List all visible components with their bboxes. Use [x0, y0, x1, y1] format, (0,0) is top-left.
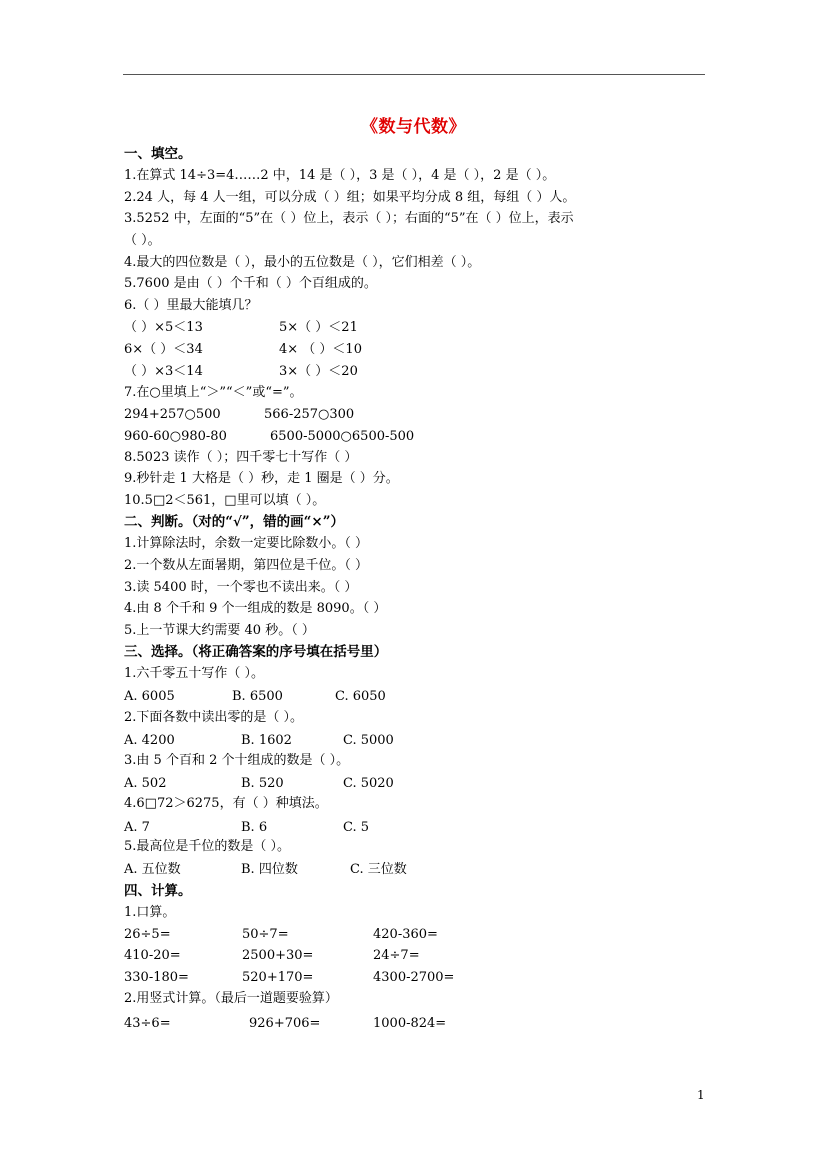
- s1-question-3-cont: （ ）。: [124, 233, 161, 248]
- s3-q3-option-a: A. 502: [124, 776, 167, 791]
- q6-row1-col1: （ ）×5＜13: [124, 320, 203, 335]
- s3-question-5: 5.最高位是千位的数是（ ）。: [124, 839, 291, 854]
- s3-q5-option-b: B. 四位数: [241, 862, 298, 877]
- calc-r2-c2: 2500+30=: [242, 948, 314, 963]
- s3-q1-option-a: A. 6005: [124, 689, 175, 704]
- s3-q2-option-b: B. 1602: [241, 733, 292, 748]
- s3-q4-option-c: C. 5: [343, 820, 370, 835]
- s3-q4-option-a: A. 7: [124, 820, 150, 835]
- s2-question-4: 4.由 8 个千和 9 个一组成的数是 8090。（ ）: [124, 601, 387, 616]
- s1-question-7: 7.在○里填上“＞”“＜”或“=”。: [124, 385, 303, 400]
- calc-r1-c1: 26÷5=: [124, 927, 171, 942]
- vertical-calc-2: 926+706=: [249, 1016, 321, 1031]
- s3-question-3: 3.由 5 个百和 2 个十组成的数是（ ）。: [124, 753, 350, 768]
- calc-r1-c3: 420-360=: [373, 927, 438, 942]
- s3-q3-option-c: C. 5020: [343, 776, 394, 791]
- q7-row2-col1: 960-60○980-80: [124, 429, 227, 444]
- s3-question-1: 1.六千零五十写作（ ）。: [124, 666, 265, 681]
- s1-question-6: 6.（ ）里最大能填几？: [124, 298, 258, 313]
- calc-r3-c2: 520+170=: [242, 970, 314, 985]
- section-1-heading: 一、填空。: [124, 146, 192, 162]
- calc-r2-c3: 24÷7=: [373, 948, 420, 963]
- calc-r1-c2: 50÷7=: [242, 927, 289, 942]
- vertical-calc-3: 1000-824=: [373, 1016, 447, 1031]
- s3-q2-option-a: A. 4200: [124, 733, 175, 748]
- s1-question-3: 3.5252 中，左面的“5”在（ ）位上，表示（ ）；右面的“5”在（ ）位上，表示: [124, 211, 574, 226]
- q6-row2-col1: 6×（ ）＜34: [124, 342, 203, 357]
- s3-q1-option-b: B. 6500: [232, 689, 283, 704]
- page-number: 1: [697, 1088, 705, 1102]
- page-title: 《数与代数》: [361, 117, 466, 137]
- q6-row3-col2: 3×（ ）＜20: [279, 364, 358, 379]
- s1-question-9: 9.秒针走 1 大格是（ ）秒，走 1 圈是（ ）分。: [124, 471, 399, 486]
- s1-question-5: 5.7600 是由（ ）个千和（ ）个百组成的。: [124, 276, 377, 291]
- s1-question-10: 10.5□2＜561，□里可以填（ ）。: [124, 493, 326, 508]
- vertical-calc-1: 43÷6=: [124, 1016, 171, 1031]
- s1-question-4: 4.最大的四位数是（ ），最小的五位数是（ ），它们相差（ ）。: [124, 255, 481, 270]
- s2-question-2: 2.一个数从左面暑期，第四位是千位。（ ）: [124, 558, 369, 573]
- s3-question-4: 4.6□72＞6275，有（ ）种填法。: [124, 796, 328, 811]
- q7-row1-col2: 566-257○300: [264, 407, 355, 422]
- s1-question-2: 2.24 人，每 4 人一组，可以分成（ ）组；如果平均分成 8 组，每组（ ）人。: [124, 190, 576, 205]
- s3-q5-option-a: A. 五位数: [124, 862, 181, 877]
- s2-question-3: 3.读 5400 时，一个零也不读出来。（ ）: [124, 580, 358, 595]
- s2-question-5: 5.上一节课大约需要 40 秒。（ ）: [124, 623, 315, 638]
- section-2-heading: 二、判断。（对的“√”，错的画“×”）: [124, 514, 344, 530]
- section-4-heading: 四、计算。: [124, 883, 192, 899]
- s2-question-1: 1.计算除法时，余数一定要比除数小。（ ）: [124, 536, 369, 551]
- s3-q3-option-b: B. 520: [241, 776, 284, 791]
- s3-q1-option-c: C. 6050: [335, 689, 386, 704]
- calc-r3-c1: 330-180=: [124, 970, 189, 985]
- header-rule: [123, 74, 705, 75]
- s1-question-8: 8.5023 读作（ ）；四千零七十写作（ ）: [124, 450, 358, 465]
- s3-q5-option-c: C. 三位数: [350, 862, 407, 877]
- s3-question-2: 2.下面各数中读出零的是（ ）。: [124, 710, 304, 725]
- section-3-heading: 三、选择。（将正确答案的序号填在括号里）: [124, 644, 388, 660]
- calc-r2-c1: 410-20=: [124, 948, 181, 963]
- s3-q2-option-c: C. 5000: [343, 733, 394, 748]
- q6-row2-col2: 4× （ ）＜10: [279, 342, 362, 357]
- q7-row1-col1: 294+257○500: [124, 407, 221, 422]
- q7-row2-col2: 6500-5000○6500-500: [270, 429, 415, 444]
- q6-row1-col2: 5×（ ）＜21: [279, 320, 358, 335]
- s4-sub-2: 2.用竖式计算。（最后一道题要验算）: [124, 991, 338, 1006]
- calc-r3-c3: 4300-2700=: [373, 970, 455, 985]
- s1-question-1: 1.在算式 14÷3=4……2 中，14 是（ ），3 是（ ），4 是（ ），2 是（ ）。: [124, 168, 556, 183]
- q6-row3-col1: （ ）×3＜14: [124, 364, 203, 379]
- s3-q4-option-b: B. 6: [241, 820, 268, 835]
- s4-sub-1: 1.口算。: [124, 905, 176, 920]
